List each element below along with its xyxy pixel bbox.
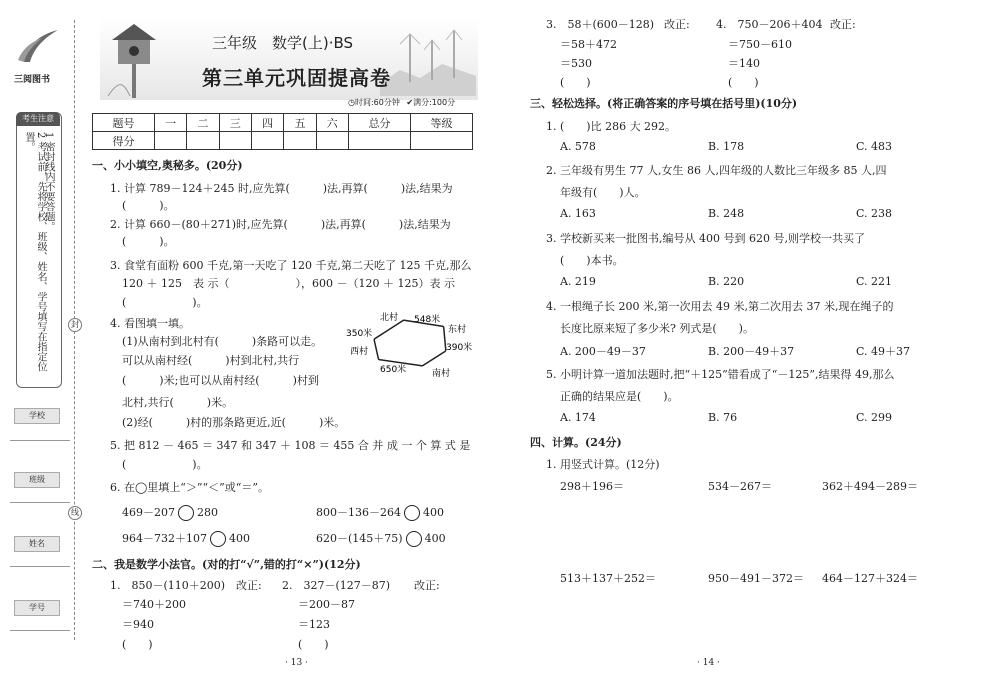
compare-circle[interactable] [210,531,226,547]
score-table-cell: 五 [284,114,316,132]
q6-expr: 620－(145＋75) [316,532,403,545]
compare-circle[interactable] [178,505,194,521]
check-icon: ✔ [406,98,414,107]
q5-line-2: ( )。 [122,458,208,471]
j1-expr: 1. 850－(110＋200) [110,579,226,592]
q4-title: 4. 看图填一填。 [110,317,190,330]
j4-expr: 4. 750－206＋404 [716,18,823,31]
q6-item [316,504,444,521]
c4-option-a[interactable]: A. 200－49－37 [560,345,646,358]
score-input[interactable] [187,132,219,150]
landscape-icon [380,24,476,96]
clock-icon: ◷ [348,98,355,107]
publisher-name: 三阅图书 [14,75,51,85]
c5-question-1: 5. 小明计算一道加法题时,把“＋125”错看成了“－125”,结果得 49,那么 [546,368,895,381]
page-number-left: · 13 · [285,658,308,668]
calc-item: 950－491－372＝ [708,572,804,585]
c3-question-1: 3. 学校新买来一批图书,编号从 400 号到 620 号,则学校一共买了 [546,232,865,245]
field-line-number[interactable] [10,630,70,631]
field-line-name[interactable] [10,566,70,567]
c4-option-b[interactable]: B. 200－49＋37 [708,345,795,358]
c3-option-a[interactable]: A. 219 [560,275,596,288]
j1-answer-paren[interactable]: ( ) [122,638,153,651]
calc-work-area[interactable] [546,586,966,646]
j2-step-1: ＝200－87 [298,598,355,611]
c2-option-c[interactable]: C. 238 [856,207,893,220]
field-label-name: 姓名 [14,536,60,552]
map-dist-se: 390米 [446,343,473,353]
c1-question: 1. ( )比 286 大 292。 [546,120,677,133]
j4-answer-paren[interactable]: ( ) [728,76,759,89]
map-label-west: 西村 [350,347,369,357]
calc-item: 464－127＋324＝ [822,572,918,585]
field-line-class[interactable] [10,502,70,503]
j3-step-1: ＝58＋472 [560,38,617,51]
c1-option-c[interactable]: C. 483 [856,140,893,153]
score-table-cell: 一 [154,114,186,132]
j3-answer-paren[interactable]: ( ) [560,76,591,89]
score-table-score-row [93,132,473,150]
c1-option-b[interactable]: B. 178 [708,140,745,153]
seal-char-feng: 封 [68,318,82,332]
score-table-cell: 四 [251,114,283,132]
score-input[interactable] [316,132,348,150]
j3-fix-label: 改正: [664,18,690,31]
score-input[interactable] [154,132,186,150]
map-label-north: 北村 [380,313,399,323]
field-label-number: 学号 [14,600,60,616]
c3-question-2: ( )本书。 [560,254,624,267]
q5-line-1: 5. 把 812 － 465 ＝ 347 和 347 ＋ 108 ＝ 455 合 并 成 一 个 算 式 是 [110,439,471,452]
j1-fix-label: 改正: [236,579,262,592]
c5-option-a[interactable]: A. 174 [560,411,596,424]
publisher-logo-icon [14,26,62,66]
q1-line-1: 1. 计算 789－124＋245 时,应先算( )法,再算( )法,结果为 [110,182,453,195]
map-dist-ne: 548米 [414,315,441,325]
section-1-title: 一、小小填空,奥秘多。(20分) [92,159,243,172]
compare-circle[interactable] [406,531,422,547]
c2-question-1: 2. 三年级有男生 77 人,女生 86 人,四年级的人数比三年级多 85 人,四 [546,164,887,177]
exam-info [348,97,455,108]
c1-option-a[interactable]: A. 578 [560,140,596,153]
j1-step-1: ＝740＋200 [122,598,186,611]
page-title: 第三单元巩固提高卷 [202,66,391,90]
q6-expr: 800－136－264 [316,506,401,519]
j2-expr: 2. 327－(127－87) [282,579,391,592]
c4-question-1: 4. 一根绳子长 200 米,第一次用去 49 米,第二次用去 37 米,现在绳子的 [546,300,894,313]
section-2-title: 二、我是数学小法官。(对的打“√”,错的打“×”)(12分) [92,558,361,571]
seal-char-xian: 线 [68,506,82,520]
j3-step-2: ＝530 [560,57,592,70]
notice-title: 考生注意 [16,112,60,126]
calc-item: 298＋196＝ [560,480,624,493]
c4-question-2: 长度比原来短了多少米? 列式是( )。 [560,322,754,335]
exam-time: 时间:60分钟 [354,98,400,107]
calc-item: 362＋494－289＝ [822,480,918,493]
birdhouse-icon [104,18,164,98]
subject-line: 三年级 数学(上)·BS [212,34,354,52]
c5-option-c[interactable]: C. 299 [856,411,893,424]
j4-fix-label: 改正: [830,18,856,31]
q6-value: 400 [424,532,446,545]
score-table-cell: 总分 [348,114,410,132]
c4-option-c[interactable]: C. 49＋37 [856,345,911,358]
score-input[interactable] [410,132,472,150]
score-table-cell: 得分 [93,132,155,150]
field-label-school: 学校 [14,408,60,424]
notice-item-2: 2 考试前，先将学校、班级、姓名、学号填写在指定位置。 [23,132,46,372]
village-map [344,310,476,380]
section-3-title: 三、轻松选择。(将正确答案的序号填在括号里)(10分) [530,97,798,110]
map-dist-nw: 350米 [346,329,373,339]
j1-step-2: ＝940 [122,618,154,631]
score-input[interactable] [219,132,251,150]
q6-value: 400 [229,532,250,545]
q6-item [122,504,218,521]
q3-line-1: 3. 食堂有面粉 600 千克,第一天吃了 120 千克,第二天吃了 125 千克,那么 [110,259,472,272]
q3-line-3: ( )。 [122,296,208,309]
q6-item [122,530,250,547]
j2-step-2: ＝123 [298,618,330,631]
j4-step-2: ＝140 [728,57,760,70]
q6-expr: 469－207 [122,506,175,519]
q2-line-2: ( )。 [122,235,175,248]
map-dist-sw: 650米 [380,365,407,375]
c5-question-2: 正确的结果应是( )。 [560,390,679,403]
q6-value: 400 [423,506,444,519]
q1-line-2: ( )。 [122,199,175,212]
score-input[interactable] [348,132,410,150]
q4-1-line-2: 可以从南村经( )村到北村,共行 [122,354,300,367]
score-table-cell: 二 [187,114,219,132]
q6-item [316,530,446,547]
q2-line-1: 2. 计算 660－(80＋271)时,应先算( )法,再算( )法,结果为 [110,218,451,231]
map-label-south: 南村 [432,369,451,379]
notice-item-1: 1 密封线内不要答题。 [43,132,54,232]
exam-full-score: 满分:100分 [413,98,456,107]
c2-question-2: 年级有( )人。 [560,186,646,199]
j2-fix-label: 改正: [414,579,440,592]
j3-expr: 3. 58＋(600－128) [546,18,655,31]
score-table [92,113,473,150]
calc-item: 534－267＝ [708,480,772,493]
score-table-cell: 三 [219,114,251,132]
q3-line-2: 120 ＋ 125 表 示（ ），600 －（120 ＋ 125）表 示 [122,277,455,290]
map-label-east: 东村 [448,325,467,335]
c3-option-b[interactable]: B. 220 [708,275,745,288]
score-table-cell: 等级 [410,114,472,132]
q4-1-line-3: ( )米;也可以从南村经( )村到 [122,374,319,387]
c5-option-b[interactable]: B. 76 [708,411,738,424]
field-line-school[interactable] [10,440,70,441]
q6-title: 6. 在◯里填上“＞”“＜”或“＝”。 [110,481,270,494]
calc-work-area[interactable] [546,494,966,564]
score-table-header-row [93,114,473,132]
score-table-cell: 题号 [93,114,155,132]
j4-step-1: ＝750－610 [728,38,792,51]
page-number-right: · 14 · [697,658,720,668]
q4-1-line-1: (1)从南村到北村有( )条路可以走。 [122,335,323,348]
q4-1-line-4: 北村,共行( )米。 [122,396,234,409]
q4-2-line: (2)经( )村的那条路更近,近( )米。 [122,416,346,429]
score-table-cell: 六 [316,114,348,132]
calc-title: 1. 用竖式计算。(12分) [546,458,660,471]
field-label-class: 班级 [14,472,60,488]
calc-item: 513＋137＋252＝ [560,572,656,585]
section-4-title: 四、计算。(24分) [530,436,622,449]
score-input[interactable] [284,132,316,150]
j2-answer-paren[interactable]: ( ) [298,638,329,651]
q6-expr: 964－732＋107 [122,532,207,545]
c2-option-a[interactable]: A. 163 [560,207,596,220]
c2-option-b[interactable]: B. 248 [708,207,745,220]
c3-option-c[interactable]: C. 221 [856,275,893,288]
compare-circle[interactable] [404,505,420,521]
q6-value: 280 [197,506,218,519]
score-input[interactable] [251,132,283,150]
